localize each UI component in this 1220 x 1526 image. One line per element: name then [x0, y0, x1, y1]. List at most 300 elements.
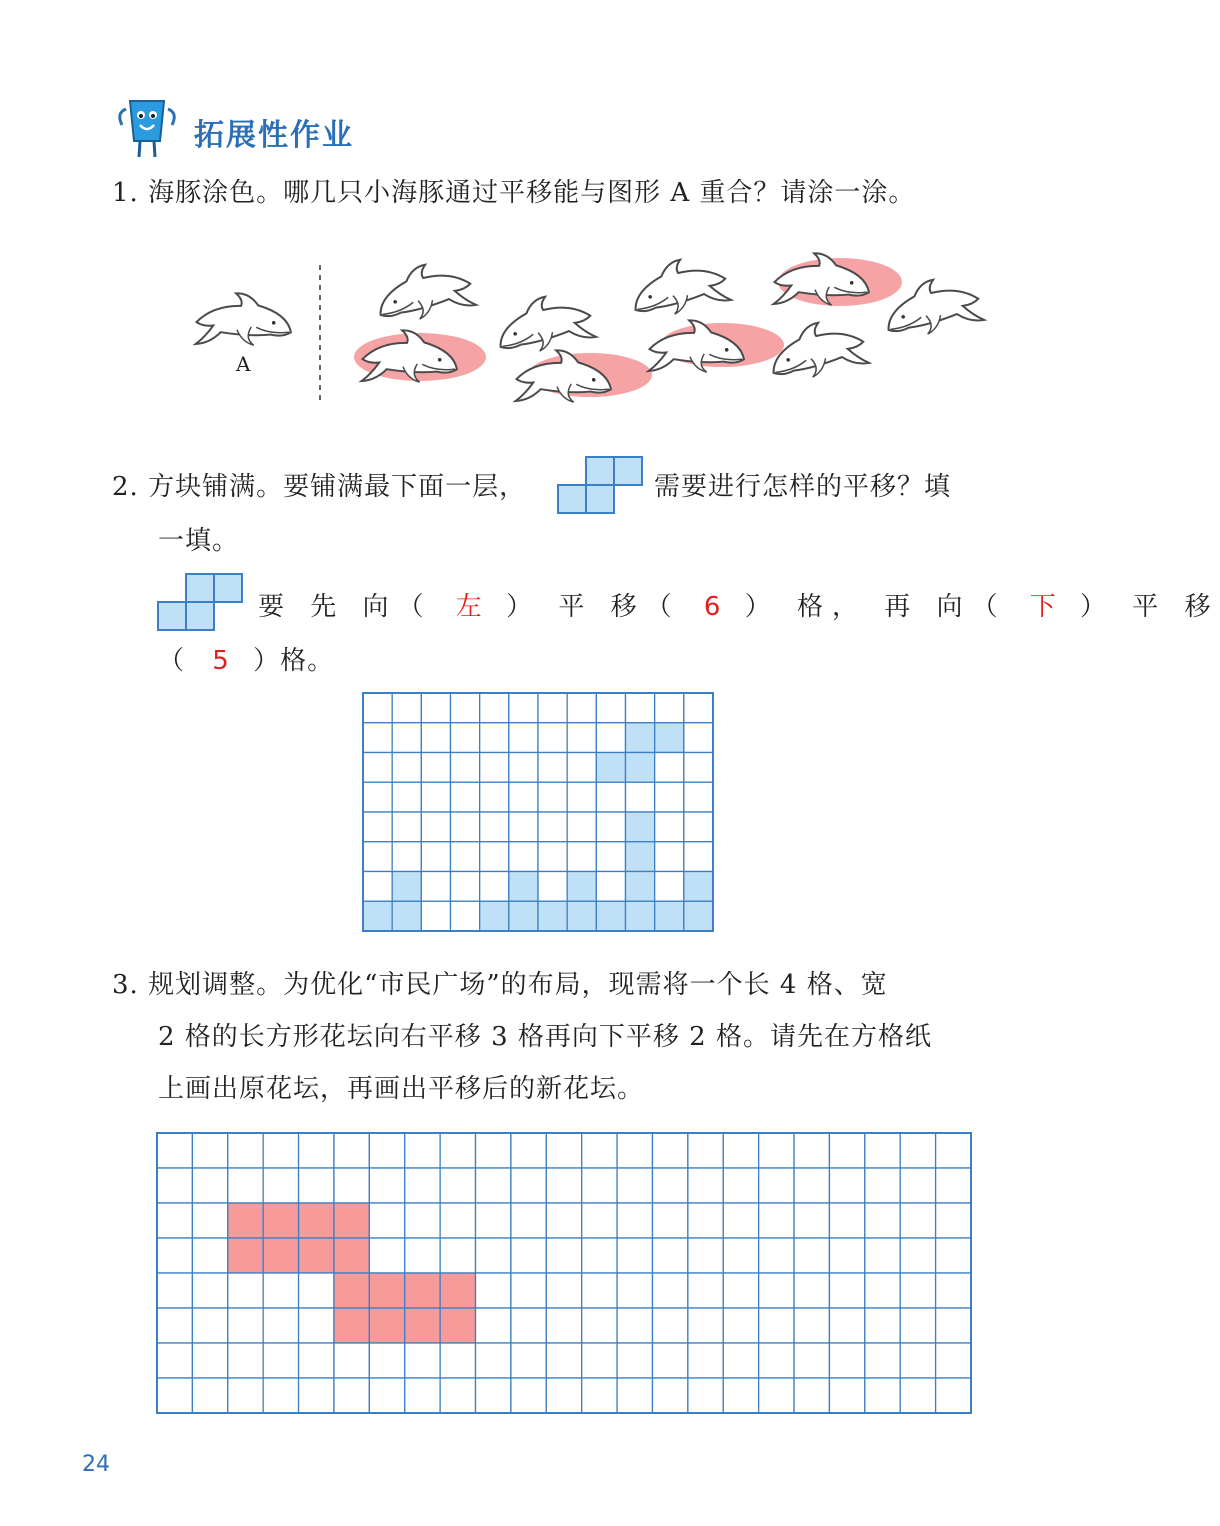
dolphin-icon [878, 268, 985, 349]
flowerbed-grid-cell [829, 1133, 864, 1168]
tiling-grid-cell-filled [363, 901, 392, 931]
flowerbed-grid-cell [299, 1378, 334, 1413]
q2-fill-line-2 [158, 640, 334, 677]
tiling-grid-cell [451, 753, 480, 783]
tiling-grid-cell [655, 782, 684, 812]
flowerbed-grid-cell [936, 1168, 971, 1203]
flowerbed-grid-cell [865, 1343, 900, 1378]
flowerbed-grid-cell [228, 1168, 263, 1203]
answer-steps-2: 5 [212, 646, 230, 676]
dolphin-icon [361, 327, 460, 389]
tiling-grid-cell [363, 753, 392, 783]
flowerbed-grid-cell [688, 1308, 723, 1343]
flowerbed-grid-cell [476, 1378, 511, 1413]
flowerbed-grid-cell [829, 1343, 864, 1378]
tiling-grid-cell [509, 753, 538, 783]
fill-text-2: ） 平 移（ [506, 592, 681, 622]
tiling-grid-cell [392, 842, 421, 872]
flowerbed-grid-cell [157, 1343, 192, 1378]
flowerbed-grid-cell [511, 1308, 546, 1343]
fill-text-5: （ [158, 646, 186, 676]
flowerbed-grid-cell [157, 1378, 192, 1413]
tiling-grid-cell [509, 782, 538, 812]
flowerbed-grid-cell [900, 1308, 935, 1343]
flowerbed-grid-cell [299, 1343, 334, 1378]
tiling-grid-cell-filled [509, 901, 538, 931]
tiling-grid-cell [421, 723, 450, 753]
flowerbed-grid [156, 1132, 972, 1414]
tiling-grid-cell [363, 723, 392, 753]
dolphin-a-icon [195, 290, 294, 352]
mascot-cup-icon [112, 95, 182, 165]
flowerbed-grid-cell [759, 1203, 794, 1238]
flowerbed-grid-cell [652, 1238, 687, 1273]
flowerbed-grid-cell [405, 1133, 440, 1168]
flowerbed-grid-cell [936, 1273, 971, 1308]
flowerbed-grid-cell [829, 1308, 864, 1343]
flowerbed-grid-cell [723, 1273, 758, 1308]
dolphin-icon [625, 248, 732, 329]
tiling-grid-cell-filled [626, 901, 655, 931]
q3-number: 3. [112, 970, 139, 1000]
flowerbed-grid-cell [228, 1308, 263, 1343]
flowerbed-grid-cell [476, 1308, 511, 1343]
flowerbed-grid-cell [652, 1168, 687, 1203]
answer-direction-1: 左 [455, 592, 483, 622]
section-title: 拓展性作业 [194, 118, 354, 153]
tiling-grid-cell [392, 723, 421, 753]
tiling-grid-cell-filled [596, 901, 625, 931]
tiling-grid-cell [421, 812, 450, 842]
q3-prompt-2: 2 格的长方形花坛向右平移 3 格再向下平移 2 格。请先在方格纸 [158, 1022, 932, 1052]
flowerbed-grid-cell [900, 1378, 935, 1413]
flowerbed-grid-cell [228, 1343, 263, 1378]
flowerbed-grid-cell [511, 1168, 546, 1203]
tiling-grid-cell [655, 842, 684, 872]
flowerbed-grid-cell [546, 1203, 581, 1238]
flowerbed-grid-cell [440, 1203, 475, 1238]
dolphin-icon [370, 253, 477, 334]
flowerbed-grid-cell-filled [299, 1203, 334, 1238]
tiling-grid-cell [421, 901, 450, 931]
flowerbed-grid-cell [652, 1378, 687, 1413]
dolphin-shading-6 [778, 258, 902, 306]
tiling-grid-cell-filled [626, 723, 655, 753]
flowerbed-grid-cell [723, 1308, 758, 1343]
tiling-grid-cell [538, 723, 567, 753]
flowerbed-grid-cell [794, 1343, 829, 1378]
flowerbed-grid-cell [900, 1168, 935, 1203]
tiling-grid-cell [596, 723, 625, 753]
flowerbed-grid-cell [476, 1168, 511, 1203]
flowerbed-grid-cell [228, 1133, 263, 1168]
tiling-grid-cell [684, 753, 713, 783]
q3-prompt-3: 上画出原花坛，再画出平移后的新花坛。 [158, 1074, 645, 1104]
flowerbed-grid-cell [723, 1168, 758, 1203]
flowerbed-grid-cell [440, 1343, 475, 1378]
flowerbed-grid-cell [511, 1343, 546, 1378]
tiling-grid-cell-filled [509, 872, 538, 902]
flowerbed-grid-cell-filled [405, 1308, 440, 1343]
flowerbed-grid-cell [192, 1133, 227, 1168]
fill-text-6: ）格。 [253, 646, 335, 676]
tiling-grid-cell [421, 782, 450, 812]
tiling-grid-cell-filled [480, 901, 509, 931]
tiling-grid-cell [684, 842, 713, 872]
flowerbed-grid-cell [476, 1203, 511, 1238]
flowerbed-grid-cell [688, 1378, 723, 1413]
flowerbed-grid-cell [192, 1378, 227, 1413]
flowerbed-grid-cell [652, 1308, 687, 1343]
flowerbed-grid-cell [476, 1238, 511, 1273]
tiling-grid-cell [596, 842, 625, 872]
q1-number: 1. [112, 178, 139, 208]
flowerbed-grid-cell [723, 1238, 758, 1273]
tiling-grid-cell-filled [626, 753, 655, 783]
flowerbed-grid-cell [652, 1343, 687, 1378]
flowerbed-grid-cell [582, 1378, 617, 1413]
flowerbed-grid-cell-filled [334, 1273, 369, 1308]
flowerbed-grid-cell [263, 1168, 298, 1203]
flowerbed-grid-cell [829, 1168, 864, 1203]
tiling-grid-cell [363, 693, 392, 723]
tiling-grid-cell [363, 872, 392, 902]
flowerbed-grid-cell [759, 1308, 794, 1343]
tiling-grid-cell [363, 782, 392, 812]
flowerbed-grid-cell [582, 1168, 617, 1203]
flowerbed-grid-cell [617, 1343, 652, 1378]
tiling-grid-cell [421, 842, 450, 872]
tiling-grid-cell [509, 842, 538, 872]
flowerbed-grid-cell-filled [334, 1238, 369, 1273]
answer-direction-2: 下 [1029, 592, 1057, 622]
tiling-grid-cell [451, 812, 480, 842]
tiling-grid-cell [421, 753, 450, 783]
flowerbed-grid-cell [263, 1273, 298, 1308]
flowerbed-grid-cell [511, 1133, 546, 1168]
tiling-grid-cell [567, 812, 596, 842]
dolphin-shading-4 [528, 353, 652, 397]
flowerbed-grid-cell [299, 1133, 334, 1168]
flowerbed-grid-cell [192, 1273, 227, 1308]
tiling-grid-cell [538, 693, 567, 723]
dolphin-shading-2 [354, 333, 486, 381]
tiling-grid-cell [684, 782, 713, 812]
flowerbed-grid-cell [334, 1133, 369, 1168]
dolphin-icon [515, 347, 614, 409]
flowerbed-grid-cell [829, 1203, 864, 1238]
tiling-grid-cell [538, 872, 567, 902]
flowerbed-grid-cell [511, 1378, 546, 1413]
flowerbed-grid-cell [688, 1343, 723, 1378]
flowerbed-grid-cell [405, 1203, 440, 1238]
flowerbed-grid-cell-filled [228, 1203, 263, 1238]
flowerbed-grid-cell [440, 1168, 475, 1203]
tiling-grid-cell [509, 693, 538, 723]
dolphin-icon [773, 250, 872, 312]
flowerbed-grid-cell [936, 1378, 971, 1413]
flowerbed-grid-cell [511, 1273, 546, 1308]
tiling-grid-cell-filled [567, 872, 596, 902]
q2-prompt-c: 一填。 [158, 526, 240, 556]
flowerbed-grid-cell [582, 1133, 617, 1168]
q2-line1a [112, 466, 526, 503]
flowerbed-grid-cell [723, 1343, 758, 1378]
flowerbed-grid-cell [617, 1133, 652, 1168]
tiling-grid-cell [596, 782, 625, 812]
flowerbed-grid-cell [865, 1308, 900, 1343]
tiling-grid-cell [509, 812, 538, 842]
tiling-grid-cell [538, 842, 567, 872]
flowerbed-grid-cell [157, 1238, 192, 1273]
tiling-grid-cell [596, 872, 625, 902]
tiling-grid-cell [451, 842, 480, 872]
tiling-grid-cell-filled [655, 901, 684, 931]
flowerbed-grid-cell-filled [369, 1273, 404, 1308]
flowerbed-grid-cell [369, 1203, 404, 1238]
tiling-grid-cell [480, 693, 509, 723]
tiling-grid-cell-filled [684, 901, 713, 931]
tiling-grid-cell [655, 753, 684, 783]
flowerbed-grid-cell [829, 1273, 864, 1308]
flowerbed-grid-cell [334, 1168, 369, 1203]
flowerbed-grid-cell [263, 1378, 298, 1413]
flowerbed-grid-cell [192, 1343, 227, 1378]
tiling-grid-cell [655, 812, 684, 842]
flowerbed-grid-cell [900, 1343, 935, 1378]
tiling-grid-cell [596, 812, 625, 842]
flowerbed-grid-cell [228, 1378, 263, 1413]
flowerbed-grid-cell [759, 1168, 794, 1203]
flowerbed-grid-cell [900, 1238, 935, 1273]
tiling-grid-cell-filled [538, 901, 567, 931]
tiling-grid-cell-filled [626, 812, 655, 842]
tiling-grid-cell [451, 872, 480, 902]
flowerbed-grid-cell [936, 1203, 971, 1238]
dolphin-a-label: A [236, 352, 251, 376]
flowerbed-grid-cell-filled [440, 1273, 475, 1308]
tiling-grid-cell [567, 782, 596, 812]
flowerbed-grid-cell [865, 1378, 900, 1413]
q3-line1 [112, 964, 888, 1001]
flowerbed-grid-cell [369, 1378, 404, 1413]
flowerbed-grid-cell [829, 1238, 864, 1273]
tiling-grid-cell [392, 782, 421, 812]
tiling-grid-cell [538, 753, 567, 783]
tiling-grid-cell [626, 693, 655, 723]
tiling-grid-cell [626, 782, 655, 812]
tiling-grid-cell [655, 693, 684, 723]
flowerbed-grid-cell [936, 1133, 971, 1168]
flowerbed-grid-cell [228, 1273, 263, 1308]
flowerbed-grid-cell [688, 1133, 723, 1168]
flowerbed-grid-cell [617, 1168, 652, 1203]
flowerbed-grid-cell [759, 1238, 794, 1273]
flowerbed-grid-cell [157, 1203, 192, 1238]
flowerbed-grid-cell [157, 1308, 192, 1343]
tetromino-shape-icon [556, 455, 646, 517]
flowerbed-grid-cell [794, 1378, 829, 1413]
flowerbed-grid-cell [829, 1378, 864, 1413]
flowerbed-grid-cell [405, 1168, 440, 1203]
flowerbed-grid-cell [759, 1273, 794, 1308]
flowerbed-grid-cell [759, 1378, 794, 1413]
flowerbed-grid-cell [546, 1343, 581, 1378]
flowerbed-grid-cell [865, 1133, 900, 1168]
flowerbed-grid-cell [794, 1133, 829, 1168]
flowerbed-grid-cell [440, 1238, 475, 1273]
tiling-grid-cell [451, 901, 480, 931]
flowerbed-grid-cell [865, 1203, 900, 1238]
flowerbed-grid-cell [688, 1203, 723, 1238]
tiling-grid-cell [363, 842, 392, 872]
tiling-grid-cell [655, 872, 684, 902]
flowerbed-grid-cell [652, 1203, 687, 1238]
dolphin-shading-8 [660, 323, 784, 367]
tiling-grid-cell [421, 872, 450, 902]
fill-text-1: 要 先 向（ [258, 592, 433, 622]
tiling-grid-cell [451, 723, 480, 753]
tiling-grid-cell [567, 693, 596, 723]
tiling-grid-cell [480, 782, 509, 812]
flowerbed-grid-cell [759, 1133, 794, 1168]
flowerbed-grid-cell [546, 1378, 581, 1413]
tiling-grid-cell [480, 753, 509, 783]
tiling-grid-cell-filled [392, 901, 421, 931]
flowerbed-grid-cell [511, 1203, 546, 1238]
flowerbed-grid-cell [617, 1238, 652, 1273]
flowerbed-grid-cell [546, 1168, 581, 1203]
tetromino-shape-small-icon [156, 572, 246, 634]
flowerbed-grid-cell [582, 1308, 617, 1343]
flowerbed-grid-cell-filled [334, 1203, 369, 1238]
flowerbed-grid-cell [546, 1238, 581, 1273]
flowerbed-grid-cell [759, 1343, 794, 1378]
tiling-grid-cell-filled [626, 842, 655, 872]
flowerbed-grid-cell [582, 1343, 617, 1378]
flowerbed-grid-cell-filled [405, 1273, 440, 1308]
flowerbed-grid-cell [440, 1133, 475, 1168]
flowerbed-grid-cell [511, 1238, 546, 1273]
tiling-grid-cell [509, 723, 538, 753]
flowerbed-grid-cell [334, 1343, 369, 1378]
flowerbed-grid-cell [157, 1133, 192, 1168]
flowerbed-grid-cell [263, 1343, 298, 1378]
tiling-grid-cell [480, 812, 509, 842]
flowerbed-grid-cell [192, 1308, 227, 1343]
dolphin-icon [648, 317, 747, 379]
answer-steps-1: 6 [703, 592, 722, 622]
flowerbed-grid-cell-filled [228, 1238, 263, 1273]
flowerbed-grid-cell [192, 1203, 227, 1238]
flowerbed-grid-cell-filled [299, 1238, 334, 1273]
flowerbed-grid-cell [794, 1203, 829, 1238]
flowerbed-grid-cell [369, 1168, 404, 1203]
flowerbed-grid-cell [617, 1273, 652, 1308]
q2-number: 2. [112, 472, 139, 502]
tiling-grid-cell [392, 753, 421, 783]
tiling-grid-cell [392, 693, 421, 723]
q2-prompt-b: 需要进行怎样的平移？填 [654, 472, 952, 502]
flowerbed-grid-cell [369, 1238, 404, 1273]
tiling-grid-cell-filled [684, 872, 713, 902]
flowerbed-grid-cell [192, 1168, 227, 1203]
flowerbed-grid-cell [794, 1238, 829, 1273]
q1-text [112, 172, 915, 209]
flowerbed-grid-cell [865, 1273, 900, 1308]
flowerbed-grid-cell [936, 1238, 971, 1273]
flowerbed-grid-cell [263, 1308, 298, 1343]
flowerbed-grid-cell [440, 1378, 475, 1413]
flowerbed-grid-cell [900, 1203, 935, 1238]
flowerbed-grid-cell [582, 1273, 617, 1308]
flowerbed-grid-cell [405, 1378, 440, 1413]
flowerbed-grid-cell [900, 1133, 935, 1168]
flowerbed-grid-cell [299, 1273, 334, 1308]
flowerbed-grid-cell [865, 1238, 900, 1273]
tiling-grid-cell [480, 723, 509, 753]
tiling-grid-cell [567, 842, 596, 872]
tiling-grid-cell-filled [596, 753, 625, 783]
flowerbed-grid-cell [299, 1308, 334, 1343]
flowerbed-grid-cell [688, 1238, 723, 1273]
tiling-grid-cell-filled [626, 872, 655, 902]
flowerbed-grid-cell [688, 1273, 723, 1308]
flowerbed-grid-cell [688, 1168, 723, 1203]
tiling-grid-cell-filled [567, 901, 596, 931]
dolphin-icon [490, 285, 597, 366]
flowerbed-grid-cell [405, 1238, 440, 1273]
q3-prompt-1: 规划调整。为优化“市民广场”的布局，现需将一个长 4 格、宽 [148, 970, 888, 1000]
tiling-grid-cell [451, 782, 480, 812]
flowerbed-grid-cell [794, 1273, 829, 1308]
flowerbed-grid-cell [369, 1133, 404, 1168]
flowerbed-grid-cell [617, 1378, 652, 1413]
flowerbed-grid-cell [865, 1168, 900, 1203]
tiling-grid-cell [363, 812, 392, 842]
tiling-grid-cell-filled [655, 723, 684, 753]
tiling-grid-cell [480, 872, 509, 902]
flowerbed-grid-cell [546, 1273, 581, 1308]
q2-fill-line [258, 586, 1220, 623]
flowerbed-grid-cell [723, 1378, 758, 1413]
flowerbed-grid-cell [157, 1273, 192, 1308]
flowerbed-grid-cell [900, 1273, 935, 1308]
tiling-grid-cell [567, 753, 596, 783]
tiling-grid [362, 692, 714, 932]
flowerbed-grid-cell [405, 1343, 440, 1378]
tiling-grid-cell [684, 812, 713, 842]
flowerbed-grid-cell [476, 1343, 511, 1378]
tiling-grid-cell-filled [392, 872, 421, 902]
flowerbed-grid-cell [794, 1308, 829, 1343]
flowerbed-grid-cell-filled [334, 1308, 369, 1343]
flowerbed-grid-cell [652, 1273, 687, 1308]
tiling-grid-cell [538, 782, 567, 812]
flowerbed-grid-cell [617, 1203, 652, 1238]
flowerbed-grid-cell [476, 1273, 511, 1308]
fill-text-3: ） 格， 再 向（ [744, 592, 1007, 622]
flowerbed-grid-cell [299, 1168, 334, 1203]
tiling-grid-cell [392, 812, 421, 842]
flowerbed-grid-cell [369, 1343, 404, 1378]
flowerbed-grid-cell [936, 1308, 971, 1343]
tiling-grid-cell [596, 693, 625, 723]
flowerbed-grid-cell-filled [263, 1203, 298, 1238]
flowerbed-grid-cell [582, 1238, 617, 1273]
flowerbed-grid-cell [157, 1168, 192, 1203]
flowerbed-grid-cell-filled [369, 1308, 404, 1343]
